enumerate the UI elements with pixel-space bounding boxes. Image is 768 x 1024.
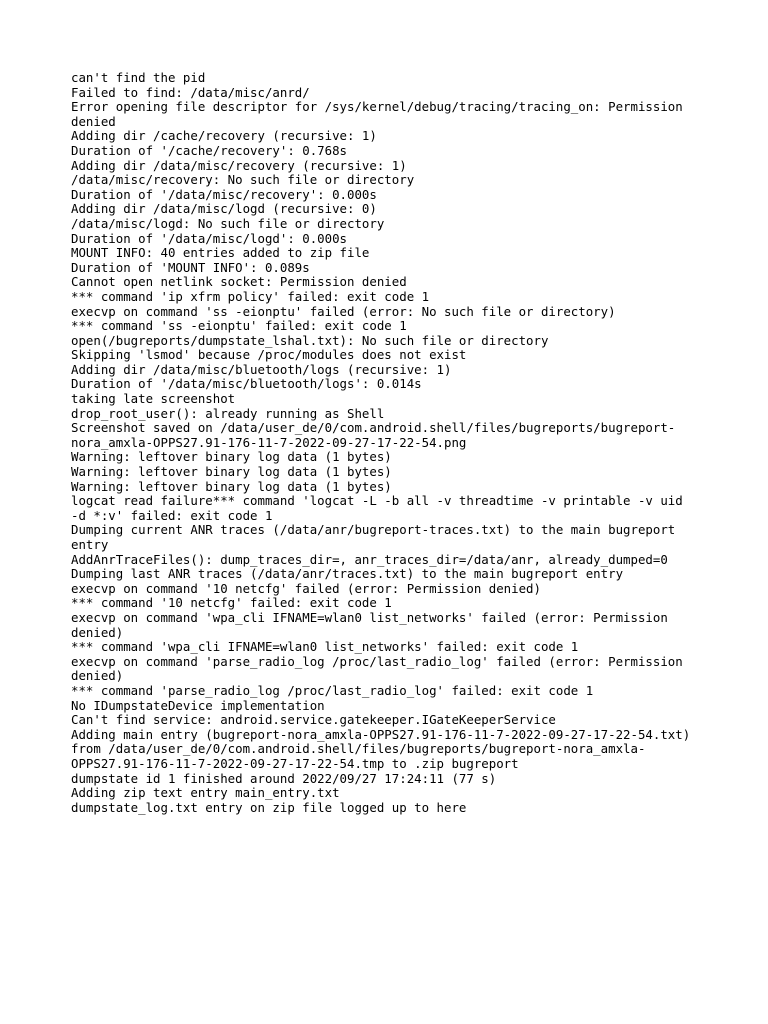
- log-line: Cannot open netlink socket: Permission denied: [71, 274, 407, 290]
- log-line: *** command '10 netcfg' failed: exit code 1: [71, 595, 392, 611]
- log-line: -d *:v' failed: exit code 1: [71, 507, 273, 523]
- log-line: denied: [71, 113, 116, 129]
- log-line: open(/bugreports/dumpstate_lshal.txt): No such file or directory: [71, 332, 549, 348]
- log-line: denied): [71, 668, 124, 684]
- log-line: can't find the pid: [71, 70, 206, 85]
- log-line: execvp on command 'wpa_cli IFNAME=wlan0 list_networks' failed (error: Permission: [71, 609, 668, 625]
- log-line: drop_root_user(): already running as Shell: [71, 405, 385, 421]
- log-document: [71, 71, 701, 815]
- log-line: logcat read failure*** command 'logcat -L -b all -v threadtime -v printable -v uid: [71, 493, 683, 509]
- log-line: Warning: leftover binary log data (1 bytes): [71, 449, 392, 465]
- log-line: Warning: leftover binary log data (1 bytes): [71, 478, 392, 494]
- log-line: *** command 'parse_radio_log /proc/last_radio_log' failed: exit code 1: [71, 682, 594, 698]
- log-line: taking late screenshot: [71, 391, 236, 407]
- log-line: Dumping last ANR traces (/data/anr/traces.txt) to the main bugreport entry: [71, 566, 624, 582]
- log-line: Adding dir /cache/recovery (recursive: 1): [71, 128, 377, 144]
- log-line: Duration of 'MOUNT INFO': 0.089s: [71, 259, 310, 275]
- log-line: OPPS27.91-176-11-7-2022-09-27-17-22-54.tmp to .zip bugreport: [71, 755, 519, 771]
- log-line: MOUNT INFO: 40 entries added to zip file: [71, 245, 370, 261]
- log-line: Error opening file descriptor for /sys/kernel/debug/tracing/tracing_on: Permission: [71, 99, 683, 115]
- log-line: Skipping 'lsmod' because /proc/modules does not exist: [71, 347, 467, 363]
- log-line: dumpstate_log.txt entry on zip file logged up to here: [71, 799, 467, 815]
- log-line: nora_amxla-OPPS27.91-176-11-7-2022-09-27-17-22-54.png: [71, 434, 467, 450]
- log-line: Screenshot saved on /data/user_de/0/com.android.shell/files/bugreports/bugreport-: [71, 420, 676, 436]
- log-line: Failed to find: /data/misc/anrd/: [71, 84, 310, 100]
- log-line: Warning: leftover binary log data (1 bytes): [71, 464, 392, 480]
- log-line: *** command 'ss -eionptu' failed: exit code 1: [71, 318, 407, 334]
- log-line: No IDumpstateDevice implementation: [71, 697, 325, 713]
- log-line: Adding zip text entry main_entry.txt: [71, 785, 340, 801]
- log-line: Adding dir /data/misc/recovery (recursive: 1): [71, 157, 407, 173]
- log-line: denied): [71, 624, 124, 640]
- log-line: Adding main entry (bugreport-nora_amxla-OPPS27.91-176-11-7-2022-09-27-17-22-54.txt): [71, 726, 691, 742]
- log-line: *** command 'ip xfrm policy' failed: exit code 1: [71, 288, 430, 304]
- log-line: *** command 'wpa_cli IFNAME=wlan0 list_networks' failed: exit code 1: [71, 639, 579, 655]
- log-line: /data/misc/logd: No such file or directory: [71, 215, 385, 231]
- log-line: execvp on command '10 netcfg' failed (error: Permission denied): [71, 580, 541, 596]
- log-line: from /data/user_de/0/com.android.shell/files/bugreports/bugreport-nora_amxla-: [71, 741, 646, 757]
- log-line: AddAnrTraceFiles(): dump_traces_dir=, anr_traces_dir=/data/anr, already_dumped=0: [71, 551, 668, 567]
- log-line: Can't find service: android.service.gatekeeper.IGateKeeperService: [71, 712, 556, 728]
- log-line: Duration of '/data/misc/logd': 0.000s: [71, 230, 348, 246]
- log-line: Adding dir /data/misc/logd (recursive: 0): [71, 201, 377, 217]
- log-line: Duration of '/data/misc/recovery': 0.000s: [71, 186, 377, 202]
- log-line: entry: [71, 537, 109, 552]
- log-line: Duration of '/cache/recovery': 0.768s: [71, 142, 348, 158]
- log-line: /data/misc/recovery: No such file or directory: [71, 172, 415, 188]
- log-line: execvp on command 'parse_radio_log /proc/last_radio_log' failed (error: Permission: [71, 653, 683, 669]
- log-line: Adding dir /data/misc/bluetooth/logs (recursive: 1): [71, 361, 452, 377]
- log-line: execvp on command 'ss -eionptu' failed (error: No such file or directory): [71, 303, 616, 319]
- log-line: dumpstate id 1 finished around 2022/09/27 17:24:11 (77 s): [71, 770, 497, 786]
- log-line: Duration of '/data/misc/bluetooth/logs': 0.014s: [71, 376, 422, 392]
- log-line: Dumping current ANR traces (/data/anr/bugreport-traces.txt) to the main bugreport: [71, 522, 676, 538]
